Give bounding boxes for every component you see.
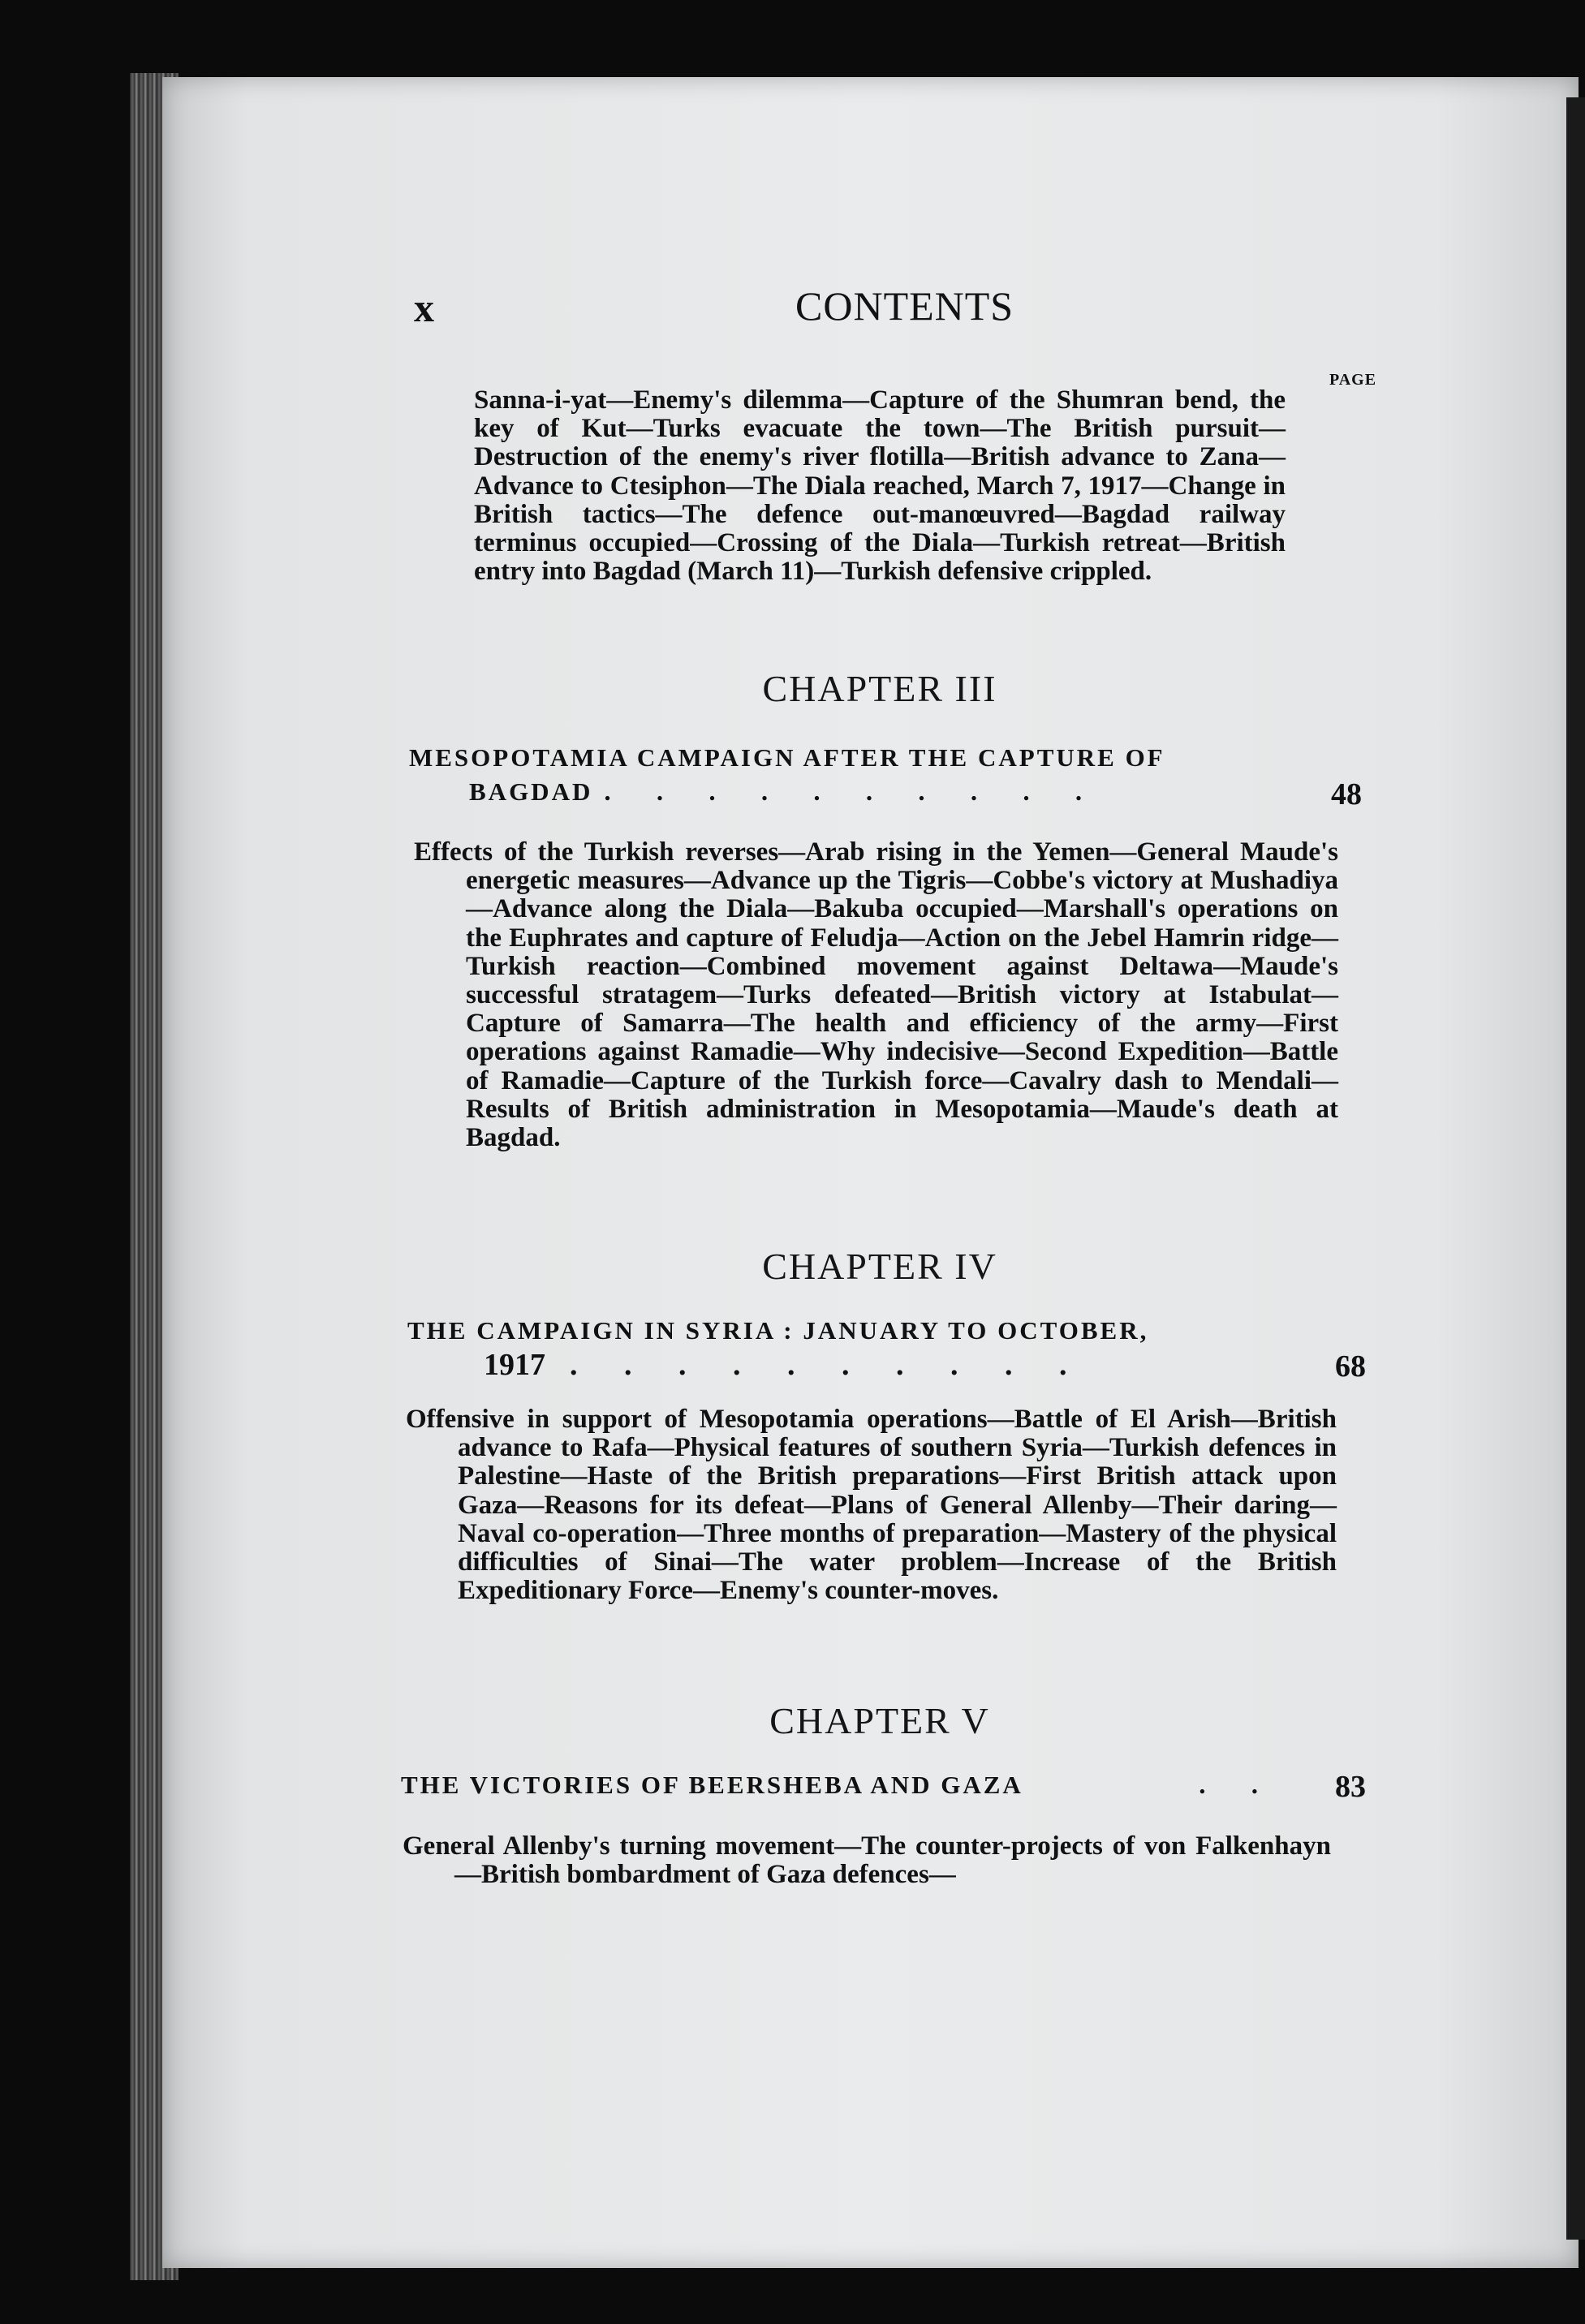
chapter-title-continuation (469, 777, 1273, 807)
chapter-page-number: 48 (1331, 777, 1362, 811)
page-number-roman: x (414, 285, 434, 330)
chapter-summary: Offensive in support of Mesopotamia operations—Battle of El Arish—British advance to Rafa—Physical features of southern Syria—Turkish defences in Palestine—Haste of the British preparations—First British attack upon Gaza—Reasons for its defeat—Plans of General Allenby—Their daring—Naval co-operation—Three months of preparation—Mastery of the physical difficulties of Sinai—The water problem—Increase of the British Expeditionary Force—Enemy's counter-moves. (406, 1405, 1337, 1606)
chapter-title-line: 1917 (484, 1348, 545, 1382)
chapter-title-continuation (484, 1347, 1275, 1383)
leader-dots: . . (1199, 1771, 1277, 1800)
page-column-label: PAGE (1329, 371, 1377, 389)
leader-dots: . . . . . . . . . . (570, 1348, 1087, 1382)
chapter-title-continuation (401, 1771, 1277, 1801)
chapter-page-number: 68 (1335, 1349, 1366, 1384)
chapter-heading: CHAPTER IV (762, 1246, 997, 1287)
chapter-title-line: THE CAMPAIGN IN SYRIA : JANUARY TO OCTOBER, (407, 1316, 1149, 1345)
chapter-heading: CHAPTER III (762, 668, 997, 709)
leader-dots: . . . . . . . . . . (604, 777, 1102, 807)
chapter-heading: CHAPTER V (769, 1700, 990, 1741)
page-edge (1566, 97, 1585, 2240)
chapter-title-line: MESOPOTAMIA CAMPAIGN AFTER THE CAPTURE OF (409, 743, 1165, 772)
chapter-page-number: 83 (1335, 1770, 1366, 1804)
intro-paragraph: Sanna-i-yat—Enemy's dilemma—Capture of the Shumran bend, the key of Kut—Turks evacuate the town—The British pursuit—Destruction of the enemy's river flotilla—British advance to Zana—Advance to Ctesiphon—The Diala reached, March 7, 1917—Change in British tactics—The defence out-manœuvred—Bagdad railway terminus occupied—Crossing of the Diala—Turkish retreat—British entry into Bagdad (March 11)—Turkish defensive crippled. (474, 385, 1286, 587)
page-title: CONTENTS (795, 283, 1014, 329)
chapter-title-line: BAGDAD (469, 777, 593, 806)
chapter-summary: General Allenby's turning movement—The counter-projects of von Falkenhayn—British bombardment of Gaza defences— (403, 1831, 1331, 1890)
chapter-summary: Effects of the Turkish reverses—Arab rising in the Yemen—General Maude's energetic measures—Advance up the Tigris—Cobbe's victory at Mushadiya—Advance along the Diala—Bakuba occupied—Marshall's operations on the Euphrates and capture of Feludja—Action on the Jebel Hamrin ridge—Turkish reaction—Combined movement against Deltawa—Maude's successful stratagem—Turks defeated—British victory at Istabulat—Capture of Samarra—The health and efficiency of the army—First operations against Ramadie—Why indecisive—Second Expedition—Battle of Ramadie—Capture of the Turkish force—Cavalry dash to Mendali—Results of British administration in Mesopotamia—Maude's death at Bagdad. (414, 837, 1338, 1153)
chapter-title-line: THE VICTORIES OF BEERSHEBA AND GAZA (401, 1771, 1023, 1799)
